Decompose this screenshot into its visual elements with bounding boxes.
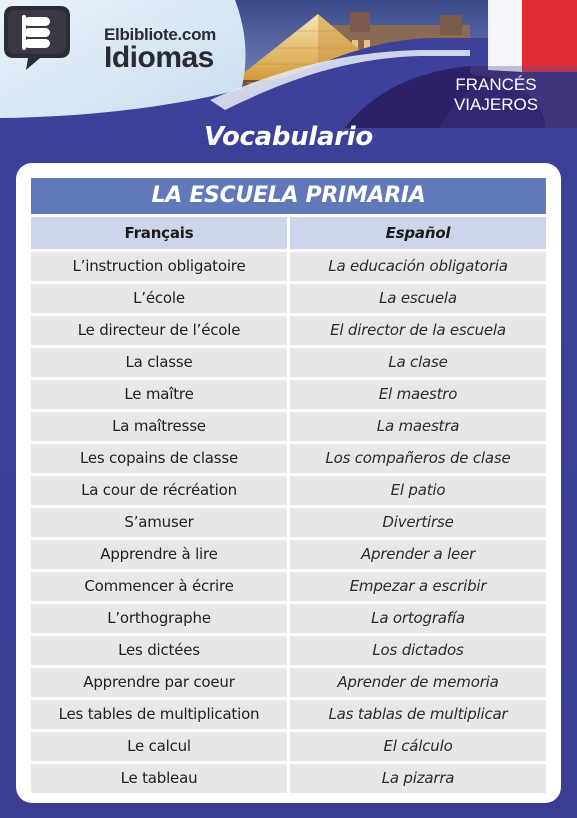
brand-site: Elbibliote.com	[104, 25, 216, 44]
french-term: Le directeur de l’école	[31, 316, 287, 345]
french-term: Commencer à écrire	[31, 572, 287, 601]
spanish-term: El maestro	[290, 380, 546, 409]
table-row	[31, 508, 546, 537]
table-row	[31, 668, 546, 697]
badge-language: FRANCÉS	[455, 75, 537, 94]
french-term: L’école	[31, 284, 287, 313]
table-header-row	[31, 217, 546, 249]
france-flag	[488, 0, 577, 72]
table-row	[31, 476, 546, 505]
french-term: La classe	[31, 348, 287, 377]
spanish-term: El patio	[290, 476, 546, 505]
french-term: Les copains de classe	[31, 444, 287, 473]
spanish-term: Las tablas de multiplicar	[290, 700, 546, 729]
table-row	[31, 572, 546, 601]
french-term: La cour de récréation	[31, 476, 287, 505]
badge-audience: VIAJEROS	[453, 95, 539, 114]
vocabulary-table	[31, 178, 546, 793]
header-banner	[0, 0, 577, 128]
french-term: S’amuser	[31, 508, 287, 537]
spanish-term: Empezar a escribir	[290, 572, 546, 601]
spanish-term: La pizarra	[290, 764, 546, 793]
spanish-term: La ortografía	[290, 604, 546, 633]
french-term: L’instruction obligatoire	[31, 252, 287, 281]
french-term: La maîtresse	[31, 412, 287, 441]
spanish-term: El director de la escuela	[290, 316, 546, 345]
spanish-term: Los dictados	[290, 636, 546, 665]
table-row	[31, 636, 546, 665]
spanish-term: La escuela	[290, 284, 546, 313]
table-row	[31, 604, 546, 633]
speech-bubble-book-icon	[0, 0, 74, 74]
spanish-term: La educación obligatoria	[290, 252, 546, 281]
spanish-term: Aprender a leer	[290, 540, 546, 569]
french-term: Le calcul	[31, 732, 287, 761]
french-term: L’orthographe	[31, 604, 287, 633]
french-term: Les dictées	[31, 636, 287, 665]
section-title: LA ESCUELA PRIMARIA	[31, 178, 546, 214]
table-row	[31, 700, 546, 729]
table-row	[31, 444, 546, 473]
table-row	[31, 732, 546, 761]
french-term: Le maître	[31, 380, 287, 409]
french-term: Apprendre par coeur	[31, 668, 287, 697]
column-header-spanish: Español	[290, 217, 546, 249]
table-row	[31, 380, 546, 409]
table-row	[31, 412, 546, 441]
french-term: Les tables de multiplication	[31, 700, 287, 729]
brand-name: Idiomas	[104, 41, 214, 74]
page-title: Vocabulario	[204, 122, 373, 152]
table-row	[31, 284, 546, 313]
french-term: Le tableau	[31, 764, 287, 793]
spanish-term: Divertirse	[290, 508, 546, 537]
column-header-french: Français	[31, 217, 287, 249]
spanish-term: El cálculo	[290, 732, 546, 761]
table-row	[31, 252, 546, 281]
table-row	[31, 348, 546, 377]
spanish-term: Aprender de memoria	[290, 668, 546, 697]
french-term: Apprendre à lire	[31, 540, 287, 569]
table-row	[31, 540, 546, 569]
spanish-term: La clase	[290, 348, 546, 377]
table-row	[31, 764, 546, 793]
table-body	[31, 252, 546, 793]
spanish-term: La maestra	[290, 412, 546, 441]
table-row	[31, 316, 546, 345]
spanish-term: Los compañeros de clase	[290, 444, 546, 473]
